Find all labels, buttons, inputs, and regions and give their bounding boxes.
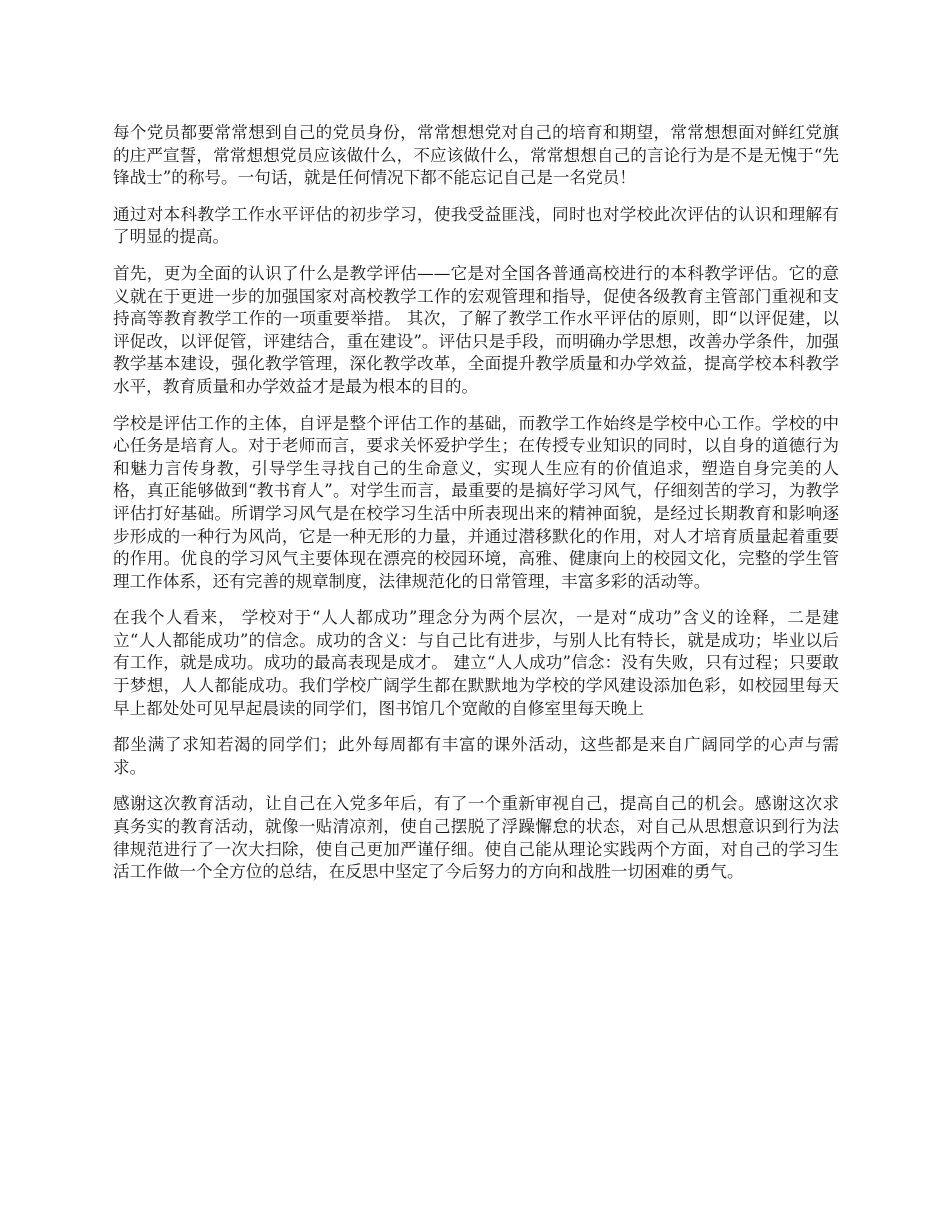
paragraph-school-subject: 学校是评估工作的主体，自评是整个评估工作的基础，而教学工作始终是学校中心工作。学校的中心任务是培育人。对于老师而言，要求关怀爱护学生；在传授专业知识的同时，以自身的道德行为和魅力言传身教，引导学生寻找自己的生命意义，实现人生应有的价值追求，塑造自身完美的人格，真正能够做到“教书育人”。对学生而言，最重要的是搞好学习风气，仔细刻苦的学习，为教学评估打好基础。所谓学习风气是在校学习生活中所表现出来的精神面貌，是经过长期教育和影响逐步形成的一种行为风尚，它是一种无形的力量，并通过潜移默化的作用，对人才培育质量起着重要的作用。优良的学习风气主要体现在漂亮的校园环境，高雅、健康向上的校园文化，完整的学生管理工作体系，还有完善的规章制度，法律规范化的日常管理，丰富多彩的活动等。 — [113, 413, 839, 591]
paragraph-evaluation-intro: 通过对本科教学工作水平评估的初步学习，使我受益匪浅，同时也对学校此次评估的认识和理解有了明显的提高。 — [113, 204, 839, 247]
paragraph-study-atmosphere: 都坐满了求知若渴的同学们；此外每周都有丰富的课外活动，这些都是来自广阔同学的心声与需求。 — [113, 735, 839, 777]
paragraph-gratitude: 感谢这次教育活动，让自己在入党多年后，有了一个重新审视自己，提高自己的机会。感谢这次求真务实的教育活动，就像一贴清凉剂，使自己摆脱了浮躁懈怠的状态，对自己从思想意识到行为法律规范进行了一次大扫除，使自己更加严谨仔细。使自己能从理论实践两个方面，对自己的学习生活工作做一个全方位的总结，在反思中坚定了今后努力的方向和战胜一切困难的勇气。 — [113, 794, 839, 882]
paragraph-success-concept: 在我个人看来， 学校对于“人人都成功”理念分为两个层次，一是对“成功”含义的诠释，二是建立“人人都能成功”的信念。成功的含义：与自己比有进步，与别人比有特长，就是成功；毕业以后有工作，就是成功。成功的最高表现是成才。 建立“人人成功”信念：没有失败，只有过程；只要敢于梦想，人人都能成功。我们学校广阔学生都在默默地为学校的学风建设添加色彩，如校园里每天早上都处处可见早起晨读的同学们，图书馆几个宽敞的自修室里每天晚上 — [113, 608, 839, 718]
paragraph-party-identity: 每个党员都要常常想到自己的党员身份，常常想想党对自己的培育和期望，常常想想面对鲜红党旗的庄严宣誓，常常想想党员应该做什么，不应该做什么，常常想想自己的言论行为是不是无愧于“先锋战士”的称号。一句话，就是任何情况下都不能忘记自己是一名党员！ — [113, 123, 839, 188]
document-body — [113, 122, 839, 898]
paragraph-evaluation-meaning: 首先，更为全面的认识了什么是教学评估——它是对全国各普通高校进行的本科教学评估。它的意义就在于更进一步的加强国家对高校教学工作的宏观管理和指导，促使各级教育主管部门重视和支持高等教育教学工作的一项重要举措。 其次，了解了教学工作水平评估的原则，即“以评促建，以评促改，以评促管，评建结合，重在建设”。评估只是手段，而明确办学思想，改善办学条件，加强教学基本建设，强化教学管理，深化教学改革，全面提升教学质量和办学效益，提高学校本科教学水平，教育质量和办学效益才是最为根本的目的。 — [113, 263, 839, 396]
